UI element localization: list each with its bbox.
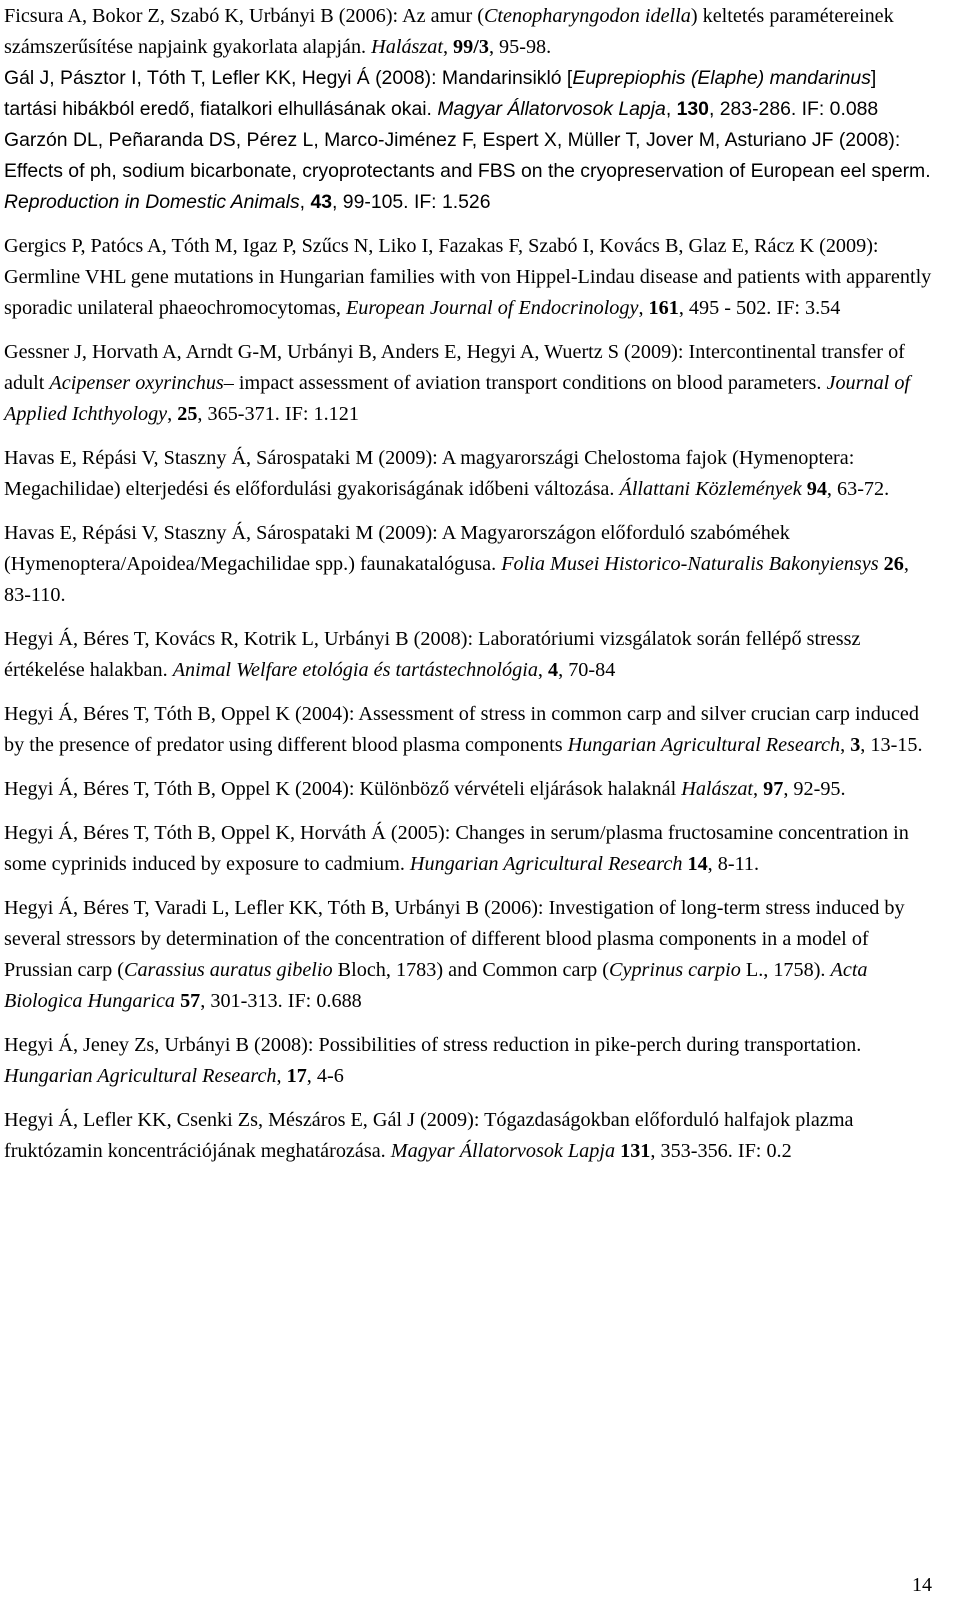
italic-text: Animal Welfare etológia és tartástechnológia [172, 659, 538, 681]
reference-text: Hegyi Á, Lefler KK, Csenki Zs, Mészáros E, Gál J (2009): Tógazdaságokban előforduló halfajok plazma fruktózamin koncentrációjának meghatározása. [4, 1109, 854, 1162]
reference-entry [4, 443, 934, 505]
reference-entry [4, 518, 934, 611]
volume-number: 25 [177, 403, 198, 425]
reference-text: , 353-356. IF: 0.2 [650, 1140, 792, 1162]
italic-text: Hungarian Agricultural Research [409, 853, 683, 875]
volume-number: 131 [620, 1140, 651, 1162]
volume-number: 14 [687, 853, 708, 875]
volume-number: 99/3 [453, 36, 489, 58]
reference-entry [4, 1105, 934, 1167]
italic-text: Magyar Állatorvosok Lapja [390, 1140, 616, 1162]
volume-number: 26 [883, 553, 904, 575]
reference-entry [4, 624, 934, 686]
reference-text: ) keltetés paramétereinek számszerűsítése napjaink gyakorlata alapján. [4, 5, 894, 58]
reference-text: L., 1758). [740, 959, 831, 981]
reference-text: Gál J, Pásztor I, Tóth T, Lefler KK, Hegyi Á (2008): Mandarinsikló [ [4, 67, 573, 89]
volume-number: 161 [648, 297, 679, 319]
italic-text: Cyprinus carpio [609, 959, 741, 981]
reference-entry [4, 63, 934, 125]
volume-number: 3 [850, 734, 861, 756]
volume-number: 97 [763, 778, 784, 800]
italic-text: Halászat [681, 778, 754, 800]
reference-text: Bloch, 1783) and Common carp ( [332, 959, 610, 981]
reference-text: Hegyi Á, Béres T, Tóth B, Oppel K, Horváth Á (2005): Changes in serum/plasma fructosamine concentration in some cyprinids induced by exposure to cadmium. [4, 822, 909, 875]
reference-text: ] tartási hibákból eredő, fiatalkori elhullásának okai. [4, 67, 877, 120]
italic-text: Magyar Állatorvosok Lapja [437, 98, 666, 120]
reference-text: , 99-105. IF: 1.526 [332, 191, 491, 213]
reference-text: , [638, 297, 649, 319]
volume-number: 43 [310, 191, 333, 213]
reference-text: , [753, 778, 764, 800]
reference-text: , 8-11. [707, 853, 760, 875]
reference-text: Garzón DL, Peñaranda DS, Pérez L, Marco-Jiménez F, Espert X, Müller T, Jover M, Asturiano JF (2008): Effects of ph, sodium bicarbonate, cryoprotectants and FBS on the cryopreservation of European eel sperm. [4, 129, 931, 182]
italic-text: European Journal of Endocrinology [345, 297, 639, 319]
italic-text: Állattani Közlemények [619, 478, 802, 500]
reference-entry [4, 337, 934, 430]
reference-entry [4, 1, 934, 63]
italic-text: Acipenser oxyrinchus [49, 372, 224, 394]
volume-number: 94 [806, 478, 827, 500]
reference-text: Gessner J, Horvath A, Arndt G-M, Urbányi B, Anders E, Hegyi A, Wuertz S (2009): Intercontinental transfer of adult [4, 341, 905, 394]
italic-text: Journal of Applied Ichthyology [4, 372, 911, 425]
reference-text: , [537, 659, 549, 681]
italic-text: Carassius auratus gibelio [123, 959, 333, 981]
volume-number: 57 [180, 990, 201, 1012]
reference-text: , 13-15. [860, 734, 923, 756]
reference-text: Hegyi Á, Béres T, Varadi L, Lefler KK, Tóth B, Urbányi B (2006): Investigation of long-term stress induced by several stressors by determination of the concentration of different blood plasma components in a model of Prussian carp ( [4, 897, 905, 981]
reference-entry [4, 774, 934, 805]
page-number: 14 [912, 1574, 932, 1596]
reference-text: Ficsura A, Bokor Z, Szabó K, Urbányi B (2006): Az amur ( [4, 5, 484, 27]
reference-text: Gergics P, Patócs A, Tóth M, Igaz P, Szűcs N, Liko I, Fazakas F, Szabó I, Kovács B, Glaz E, Rácz K (2009): Germline VHL gene mutations in Hungarian families with von Hippel-Lindau disease and patients with apparently sporadic unilateral phaeochromocytomas, [4, 235, 932, 319]
reference-text: Hegyi Á, Béres T, Tóth B, Oppel K (2004): Assessment of stress in common carp and silver crucian carp induced by the presence of predator using different blood plasma components [4, 703, 919, 756]
volume-number: 17 [286, 1065, 307, 1087]
reference-text: , [299, 191, 311, 213]
reference-text: – impact assessment of aviation transport conditions on blood parameters. [223, 372, 827, 394]
italic-text: Hungarian Agricultural Research [567, 734, 841, 756]
reference-text: Hegyi Á, Béres T, Tóth B, Oppel K (2004): Különböző vérvételi eljárások halaknál [4, 778, 682, 800]
reference-entry [4, 893, 934, 1017]
reference-text: , 70-84 [558, 659, 616, 681]
reference-text: , 63-72. [826, 478, 890, 500]
reference-text: , 83-110. [4, 553, 909, 606]
reference-text: , [442, 36, 454, 58]
italic-text: Hungarian Agricultural Research [4, 1065, 277, 1087]
reference-text: , [167, 403, 178, 425]
reference-text: , 95-98. [488, 36, 552, 58]
reference-entry [4, 125, 934, 218]
reference-text: Havas E, Répási V, Staszny Á, Sárospataki M (2009): A Magyarországon előforduló szabóméhek (Hymenoptera/Apoidea/Megachilidae spp.) faunakatalógusa. [4, 522, 790, 575]
reference-text: , 495 - 502. IF: 3.54 [678, 297, 841, 319]
reference-text: , 92-95. [783, 778, 846, 800]
italic-text: Ctenopharyngodon idella [483, 5, 691, 27]
reference-entry [4, 699, 934, 761]
italic-text: Reproduction in Domestic Animals [4, 191, 300, 213]
reference-entry [4, 818, 934, 880]
reference-text: , [840, 734, 851, 756]
reference-text: Havas E, Répási V, Staszny Á, Sárospataki M (2009): A magyarországi Chelostoma fajok (Hymenoptera: Megachilidae) elterjedési és előfordulási gyakoriságának időbeni változása. [4, 447, 855, 500]
reference-text: , 4-6 [306, 1065, 344, 1087]
italic-text: Folia Musei Historico-Naturalis Bakonyiensys [501, 553, 879, 575]
reference-entry [4, 1030, 934, 1092]
volume-number: 4 [548, 659, 559, 681]
reference-text: , 301-313. IF: 0.688 [200, 990, 362, 1012]
italic-text: Halászat [371, 36, 443, 58]
reference-text: Hegyi Á, Béres T, Kovács R, Kotrik L, Urbányi B (2008): Laboratóriumi vizsgálatok során fellépő stressz értékelése halakban. [4, 628, 861, 681]
reference-text: , [665, 98, 677, 120]
reference-list [4, 0, 934, 1167]
italic-text: Acta Biologica Hungarica [4, 959, 868, 1012]
reference-text: Hegyi Á, Jeney Zs, Urbányi B (2008): Possibilities of stress reduction in pike-perch during transportation. [4, 1034, 862, 1056]
italic-text: Euprepiophis (Elaphe) mandarinus [572, 67, 871, 89]
reference-text: , 365-371. IF: 1.121 [197, 403, 359, 425]
reference-text: , 283-286. IF: 0.088 [708, 98, 879, 120]
reference-text: , [276, 1065, 287, 1087]
volume-number: 130 [676, 98, 709, 120]
reference-entry [4, 231, 934, 324]
